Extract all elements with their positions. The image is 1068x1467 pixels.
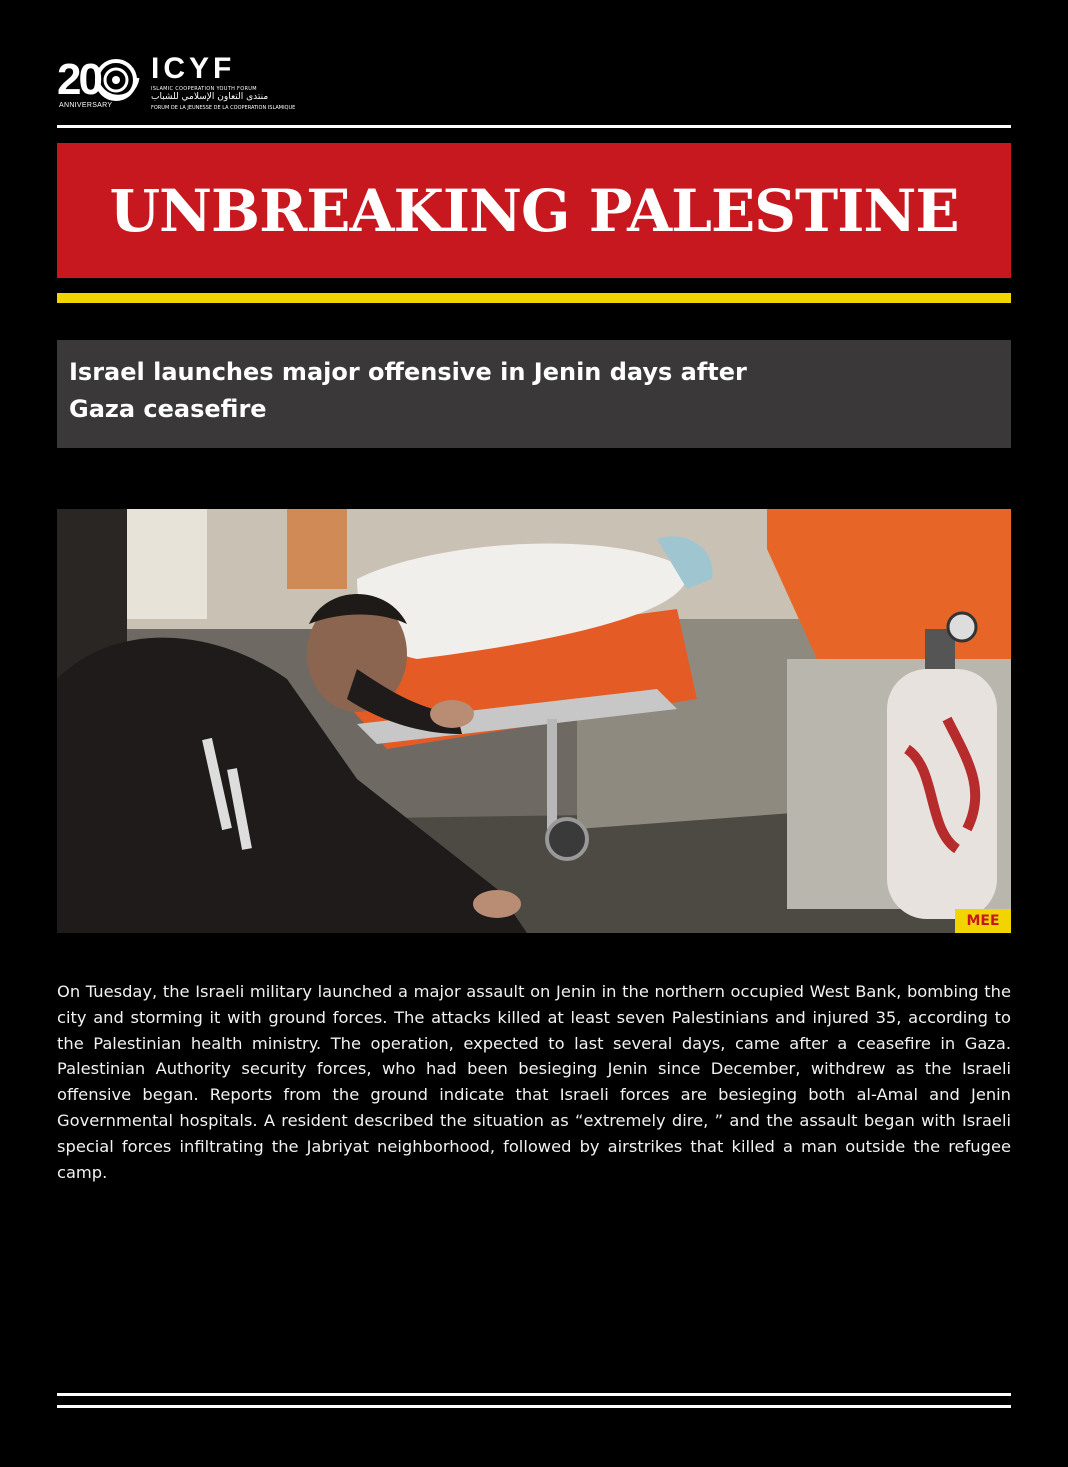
bottom-divider-1 (57, 1393, 1011, 1396)
anniversary-label: ANNIVERSARY (59, 102, 113, 109)
brand-line-english: ISLAMIC COOPERATION YOUTH FORUM (151, 86, 257, 92)
bottom-divider-2 (57, 1405, 1011, 1408)
anniversary-number: 20 (57, 55, 100, 104)
swirl-icon (94, 58, 142, 102)
title-banner (57, 143, 1011, 278)
headline-box (57, 340, 1011, 448)
top-divider (57, 125, 1011, 128)
photo-credit-badge: MEE (955, 909, 1011, 933)
ambulance-scene-image (57, 509, 1011, 933)
brand-line-french: FORUM DE LA JEUNESSE DE LA COOPERATION ISLAMIQUE (151, 105, 296, 111)
accent-divider (57, 293, 1011, 303)
icyf-logo (57, 52, 296, 114)
brand-name: ICYF (151, 52, 236, 85)
article-headline: Israel launches major offensive in Jenin days after Gaza ceasefire (69, 358, 747, 423)
brand-line-arabic: منتدى التعاون الإسلامي للشباب (151, 92, 269, 102)
article-body: On Tuesday, the Israeli military launched a major assault on Jenin in the northern occupied West Bank, bombing the city and storming it with ground forces. The attacks killed at least seven Palestinians and injured 35, according to the Palestinian health ministry. The operation, expected to last several days, came after a ceasefire in Gaza. Palestinian Authority security forces, who had been besieging Jenin since December, withdrew as the Israeli offensive began. Reports from the ground indicate that Israeli forces are besieging both al-Amal and Jenin Governmental hospitals. A resident described the situation as “extremely dire, ” and the assault began with Israeli special forces infiltrating the Jabriyat neighborhood, followed by airstrikes that killed a man outside the refugee camp. (57, 982, 1011, 1182)
banner-title: UNBREAKING PALESTINE (109, 176, 959, 245)
article-photo (57, 509, 1011, 933)
